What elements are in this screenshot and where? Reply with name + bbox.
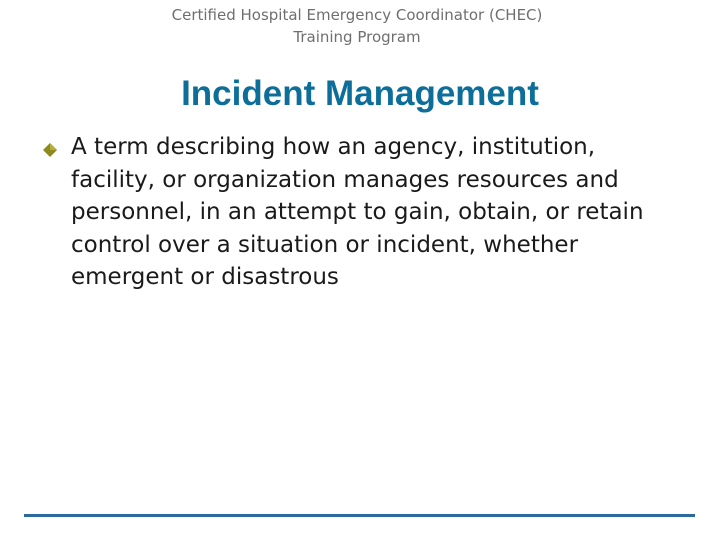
program-header-line-2: Training Program bbox=[293, 28, 421, 46]
program-header bbox=[0, 4, 714, 48]
bullet-text: A term describing how an agency, institution, facility, or organization manages resources and personnel, in an attempt to gain, obtain, or retain control over a situation or incident, whether emergent or disastrous bbox=[71, 134, 644, 290]
diamond-bullet-icon bbox=[43, 143, 57, 157]
bottom-divider bbox=[24, 514, 695, 517]
slide-title: Incident Management bbox=[181, 74, 539, 113]
program-header-line-1: Certified Hospital Emergency Coordinator (CHEC) bbox=[171, 6, 543, 24]
